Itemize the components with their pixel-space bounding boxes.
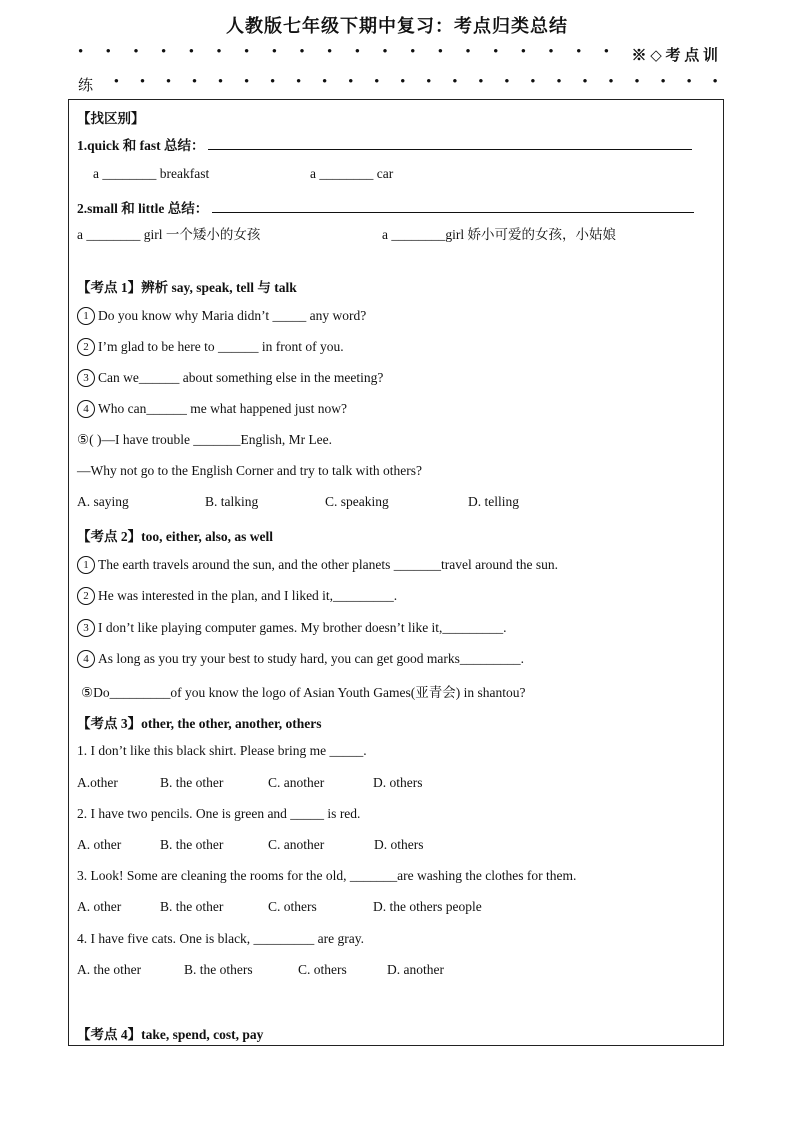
q2-summary (77, 197, 694, 217)
point3-q4-opt-c: C. others (298, 962, 347, 977)
point1-item-5: ⑤( )—I have trouble _______English, Mr Lee. (77, 432, 333, 447)
point2-heading: 【考点 2】too, either, also, as well (77, 529, 273, 544)
point3-q3: 3. Look! Some are cleaning the rooms for the old, _______are washing the clothes for them. (77, 868, 577, 883)
point3-heading: 【考点 3】other, the other, another, others (77, 716, 322, 731)
point3-q2-opt-d: D. others (374, 837, 424, 852)
point4-heading: 【考点 4】take, spend, cost, pay (77, 1027, 264, 1042)
point1-item-3: 3 Can we______ about something else in the meeting? (77, 369, 383, 387)
point3-q3-opt-a: A. other (77, 899, 122, 914)
circled-number: 2 (77, 587, 95, 605)
page-title: 人教版七年级下期中复习：考点归类总结 (226, 16, 568, 36)
point1-item-1: 1 Do you know why Maria didn’t _____ any word? (77, 307, 366, 325)
point1-option-b: B. talking (205, 494, 259, 509)
point3-q4-opt-a: A. the other (77, 962, 142, 977)
q2-label: 2.small 和 little 总结： (77, 201, 209, 216)
training-marker-end: 练 (78, 78, 94, 94)
point2-item-5: ⑤Do_________of you know the logo of Asian Youth Games(亚青会) in shantou? (81, 685, 526, 700)
training-marker: ※ ◇ 考 点 训 (631, 48, 718, 64)
point3-q1: 1. I don’t like this black shirt. Please bring me _____. (77, 743, 367, 758)
point3-q3-opt-b: B. the other (160, 899, 224, 914)
point1-heading: 【考点 1】辨析 say, speak, tell 与 talk (77, 280, 297, 295)
point3-q1-opt-b: B. the other (160, 775, 224, 790)
dotted-line-2: 练 • • • • • • • • • • • • • • • • • • • • • • • • (78, 74, 718, 94)
point3-q1-opt-d: D. others (373, 775, 423, 790)
point3-q2-opt-c: C. another (268, 837, 325, 852)
point3-q3-opt-c: C. others (268, 899, 317, 914)
q1-row-a1: a ________ breakfast (93, 166, 210, 181)
point3-q2: 2. I have two pencils. One is green and _____ is red. (77, 806, 361, 821)
point1-option-c: C. speaking (325, 494, 389, 509)
point3-q1-opt-a: A.other (77, 775, 118, 790)
circled-number: 2 (77, 338, 95, 356)
point3-q1-opt-c: C. another (268, 775, 325, 790)
point3-q4: 4. I have five cats. One is black, _________ are gray. (77, 931, 365, 946)
circled-number: 1 (77, 556, 95, 574)
point1-option-a: A. saying (77, 494, 129, 509)
point1-item-4: 4 Who can______ me what happened just now? (77, 400, 347, 418)
point1-item-2: 2 I’m glad to be here to ______ in front of you. (77, 338, 344, 356)
point2-item-2: 2 He was interested in the plan, and I liked it,_________. (77, 587, 397, 605)
circled-number: 4 (77, 650, 95, 668)
distinguish-heading: 【找区别】 (77, 111, 145, 126)
q2-summary-blank[interactable] (212, 198, 694, 213)
point3-q2-opt-b: B. the other (160, 837, 224, 852)
q1-summary (77, 134, 692, 154)
circled-number: 3 (77, 369, 95, 387)
circled-number: 1 (77, 307, 95, 325)
point3-q3-opt-d: D. the others people (373, 899, 482, 914)
point3-q4-opt-b: B. the others (184, 962, 253, 977)
point1-item-5-reply: —Why not go to the English Corner and try to talk with others? (77, 463, 422, 478)
point2-item-4: 4 As long as you try your best to study hard, you can get good marks_________. (77, 650, 524, 668)
point3-q2-opt-a: A. other (77, 837, 122, 852)
circled-number: 3 (77, 619, 95, 637)
q1-label: 1.quick 和 fast 总结： (77, 138, 205, 153)
q2-row-a1: a ________ girl 一个矮小的女孩 (77, 227, 261, 242)
point2-item-1: 1 The earth travels around the sun, and the other planets _______travel around the sun. (77, 556, 558, 574)
q1-summary-blank[interactable] (208, 135, 692, 150)
point3-q4-opt-d: D. another (387, 962, 444, 977)
q1-row-a2: a ________ car (310, 166, 394, 181)
dotted-line-1: • • • • • • • • • • • • • • • • • • • • ※ ◇ 考 点 训 (78, 44, 718, 64)
point2-item-3: 3 I don’t like playing computer games. My brother doesn’t like it,_________. (77, 619, 507, 637)
circled-number: 4 (77, 400, 95, 418)
point1-option-d: D. telling (468, 494, 519, 509)
exercise-box (68, 99, 724, 1046)
q2-row-a2: a ________girl 娇小可爱的女孩，小姑娘 (382, 227, 616, 242)
